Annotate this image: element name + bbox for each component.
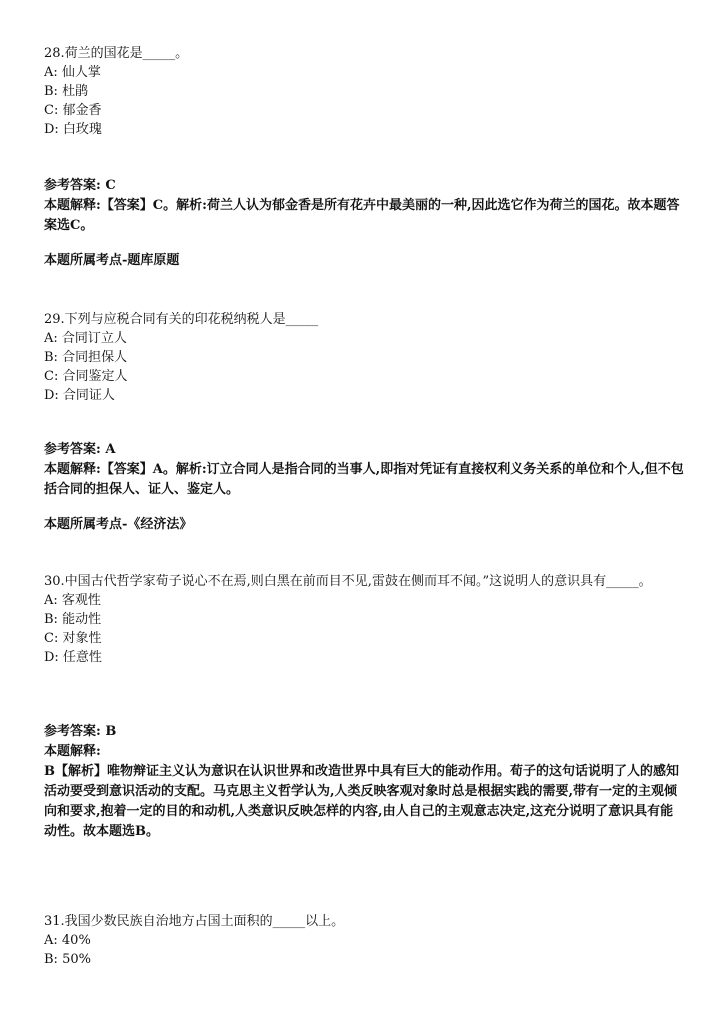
topic-29 [44, 515, 684, 535]
question-29 [44, 310, 684, 405]
option-a: A: 40% [44, 933, 91, 948]
option-d: D: 白玫瑰 [44, 122, 102, 137]
reference-answer: 参考答案: B [44, 724, 117, 739]
option-c: C: 对象性 [44, 631, 102, 646]
explanation: 本题解释:【答案】A。解析:订立合同人是指合同的当事人,即指对凭证有直接权利义务关系的单位和个人,但不包括合同的担保人、证人、鉴定人。 [44, 462, 684, 497]
question-30 [44, 572, 684, 667]
option-b: B: 杜鹃 [44, 84, 89, 99]
topic-28 [44, 251, 684, 271]
question-stem: 31.我国少数民族自治地方占国土面积的_____以上。 [44, 914, 345, 929]
question-stem: 28.荷兰的国花是_____。 [44, 46, 189, 61]
topic-label: 本题所属考点-题库原题 [44, 253, 180, 268]
question-stem: 30.中国古代哲学家荀子说心不在焉,则白黑在前而目不见,雷鼓在侧而耳不闻。”这说明人的意识具有_____。 [44, 574, 652, 589]
option-b: B: 50% [44, 952, 91, 967]
option-a: A: 仙人掌 [44, 65, 101, 80]
question-stem: 29.下列与应税合同有关的印花税纳税人是_____ [44, 312, 319, 327]
question-31 [44, 912, 684, 969]
answer-block-28 [44, 176, 684, 236]
explanation: 本题解释:【答案】C。解析:荷兰人认为郁金香是所有花卉中最美丽的一种,因此选它作为荷兰的国花。故本题答案选C。 [44, 198, 680, 233]
option-d: D: 任意性 [44, 650, 102, 665]
option-b: B: 合同担保人 [44, 350, 128, 365]
option-d: D: 合同证人 [44, 388, 115, 403]
option-c: C: 郁金香 [44, 103, 102, 118]
answer-block-30 [44, 722, 684, 842]
question-28 [44, 44, 684, 139]
topic-label: 本题所属考点-《经济法》 [44, 517, 193, 532]
option-a: A: 合同订立人 [44, 331, 127, 346]
option-c: C: 合同鉴定人 [44, 369, 128, 384]
answer-block-29 [44, 440, 684, 500]
option-b: B: 能动性 [44, 612, 102, 627]
reference-answer: 参考答案: C [44, 178, 116, 193]
explanation-label: 本题解释: [44, 744, 101, 759]
option-a: A: 客观性 [44, 593, 101, 608]
reference-answer: 参考答案: A [44, 442, 116, 457]
explanation: B【解析】唯物辩证主义认为意识在认识世界和改造世界中具有巨大的能动作用。荀子的这句话说明了人的感知活动要受到意识活动的支配。马克思主义哲学认为,人类反映客观对象时总是根据实践的需要,带有一定的主观倾向和要求,抱着一定的目的和动机,人类意识反映怎样的内容,由人自己的主观意志决定,这充分说明了意识具有能动性。故本题选B。 [44, 764, 679, 839]
